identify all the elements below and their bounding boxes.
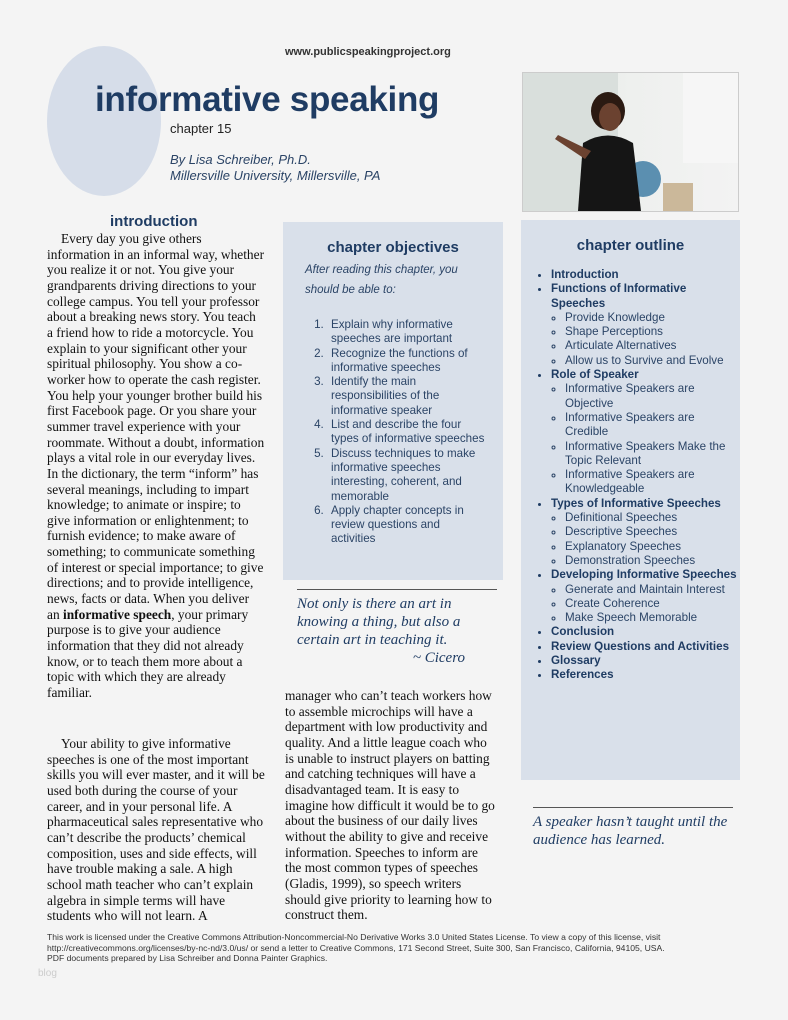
chapter-objectives-box xyxy=(283,222,503,580)
license-footer xyxy=(47,932,727,964)
outline-item-label: Glossary xyxy=(551,654,601,668)
outline-subitem: ◦ Descriptive Speeches xyxy=(565,525,740,539)
introduction-paragraph-1 xyxy=(47,231,265,701)
outline-item-label: References xyxy=(551,668,614,682)
paragraph-text: Your ability to give informative speeches is one of the most important skills you will ever master, and it will be used both during the course of your career, and in your personal life. A pharmaceutical sales representative who can’t describe the products’ chemical composition, uses and side effects, will have trouble making a sale. A high school math teacher who can’t explain algebra in simple terms will have students who will not learn. A xyxy=(47,736,265,924)
outline-subitem: ◦ Informative Speakers are Objective xyxy=(565,382,740,411)
quote-text: Not only is there an art in knowing a thing, but also a certain art in teaching it. xyxy=(297,596,461,648)
objective-item: 2. Recognize the functions of informative speeches xyxy=(327,347,487,376)
quote-text: A speaker hasn’t taught until the audience has learned. xyxy=(533,814,728,848)
license-text: This work is licensed under the Creative Commons Attribution-Noncommercial-No Derivative Works 3.0 United States License. To view a copy of this license, visit http://creativecommons.org/licenses/by-nc-nd/3.0/us/ or send a letter to Creative Commons, 171 Second Street, Suite 300, San Francisco, California, 94105, USA. xyxy=(47,932,665,953)
outline-subitem: ◦ Make Speech Memorable xyxy=(565,611,740,625)
outline-subitem: ◦ Provide Knowledge xyxy=(565,311,740,325)
introduction-paragraph-3 xyxy=(285,688,497,923)
watermark: blog xyxy=(38,968,57,979)
outline-subitem: ◦ Create Coherence xyxy=(565,597,740,611)
outline-sublist xyxy=(551,382,740,496)
quote-attribution: ~ Cicero xyxy=(412,650,465,666)
chapter-number: chapter 15 xyxy=(170,121,232,136)
objectives-lead: After reading this chapter, you should be able to: xyxy=(305,264,458,296)
intro-text-cont: , your primary purpose is to give your audience information that they did not already know, or to teach them more about a topic with which they are already familiar. xyxy=(47,606,249,701)
objective-item: 4. List and describe the four types of informative speeches xyxy=(327,418,487,447)
site-url[interactable]: www.publicspeakingproject.org xyxy=(285,46,451,58)
chapter-outline-box xyxy=(521,220,740,780)
introduction-heading: introduction xyxy=(110,213,198,230)
outline-item xyxy=(551,368,740,497)
outline-item xyxy=(551,625,740,639)
speaker-quote xyxy=(533,807,733,849)
objective-item: 5. Discuss techniques to make informative speeches interesting, coherent, and memorable xyxy=(327,447,487,504)
outline-item-label: Functions of Informative Speeches xyxy=(551,282,687,310)
outline-heading: chapter outline xyxy=(576,237,685,254)
cicero-quote xyxy=(297,589,497,667)
outline-item xyxy=(551,497,740,568)
outline-sublist xyxy=(551,511,740,568)
intro-text: Every day you give others information in an informal way, whether you realize it or not. You give your grandparents driving directions to your college campus. You tell your professor about a breaking news story. You teach a friend how to ride a motorcycle. You explain to your significant other your spiritual philosophy. You show a co-worker how to operate the cash register. You help your younger brother build his first Facebook page. Or you share your summer travel experience with your roommate. Without a doubt, information plays a vital role in our everyday lives. In the dictionary, the term “inform” has several meanings, including to impart knowledge; to animate or inspire; to give information or enlightenment; to furnish evidence; to make aware of something; to communicate something of interest or special importance; to give directions; and to provide intelligence, news, facts or data. When you deliver an xyxy=(47,231,265,622)
outline-subitem: ◦ Informative Speakers are Knowledgeable xyxy=(565,468,740,497)
outline-sublist xyxy=(551,311,740,368)
outline-item xyxy=(551,654,740,668)
outline-item-label: Introduction xyxy=(551,268,619,281)
outline-item xyxy=(551,668,740,682)
decorative-circle xyxy=(47,46,161,196)
outline-item xyxy=(551,640,740,654)
outline-item-label: Conclusion xyxy=(551,625,615,639)
introduction-paragraph-2 xyxy=(47,736,265,924)
outline-subitem: ◦ Allow us to Survive and Evolve xyxy=(565,354,740,368)
outline-subitem: ◦ Explanatory Speeches xyxy=(565,540,740,554)
outline-subitem: ◦ Definitional Speeches xyxy=(565,511,740,525)
byline xyxy=(170,152,380,184)
outline-subitem: ◦ Generate and Maintain Interest xyxy=(565,583,740,597)
credits-text: PDF documents prepared by Lisa Schreiber and Donna Painter Graphics. xyxy=(47,953,328,963)
outline-item-label: Role of Speaker xyxy=(551,368,639,382)
outline-item-label: Developing Informative Speeches xyxy=(551,568,737,582)
objective-item: 6. Apply chapter concepts in review questions and activities xyxy=(327,504,487,547)
outline-subitem: ◦ Shape Perceptions xyxy=(565,325,740,339)
outline-item xyxy=(551,568,740,625)
teacher-photo xyxy=(522,72,739,212)
page-title: informative speaking xyxy=(95,80,440,119)
objective-item: 3. Identify the main responsibilities of the informative speaker xyxy=(327,375,487,418)
outline-subitem: ◦ Informative Speakers Make the Topic Relevant xyxy=(565,440,740,469)
outline-list xyxy=(521,268,740,683)
objectives-heading: chapter objectives xyxy=(327,239,459,256)
objectives-list xyxy=(283,318,487,547)
outline-item-label: Types of Informative Speeches xyxy=(551,496,721,510)
outline-subitem: ◦ Informative Speakers are Credible xyxy=(565,411,740,440)
key-term: informative speech xyxy=(63,606,172,622)
outline-sublist xyxy=(551,583,740,626)
objective-item: 1. Explain why informative speeches are important xyxy=(327,318,487,347)
affiliation: Millersville University, Millersville, PA xyxy=(170,168,381,183)
paragraph-text: manager who can’t teach workers how to assemble microchips will have a department with low productivity and quality. And a little league coach who is unable to instruct players on batting and catching techniques will have a disadvantaged team. It is easy to imagine how difficult it would be to go about the business of our daily lives without the ability to give and receive information. Speeches to inform are the most common types of speeches (Gladis, 1999), so speech writers should give priority to learning how to construct them. xyxy=(285,688,495,923)
outline-subitem: ◦ Demonstration Speeches xyxy=(565,554,740,568)
outline-item xyxy=(551,268,740,282)
author: By Lisa Schreiber, Ph.D. xyxy=(170,152,311,167)
outline-item xyxy=(551,282,740,368)
outline-subitem: ◦ Articulate Alternatives xyxy=(565,339,740,353)
outline-item-label: Review Questions and Activities xyxy=(551,639,730,653)
